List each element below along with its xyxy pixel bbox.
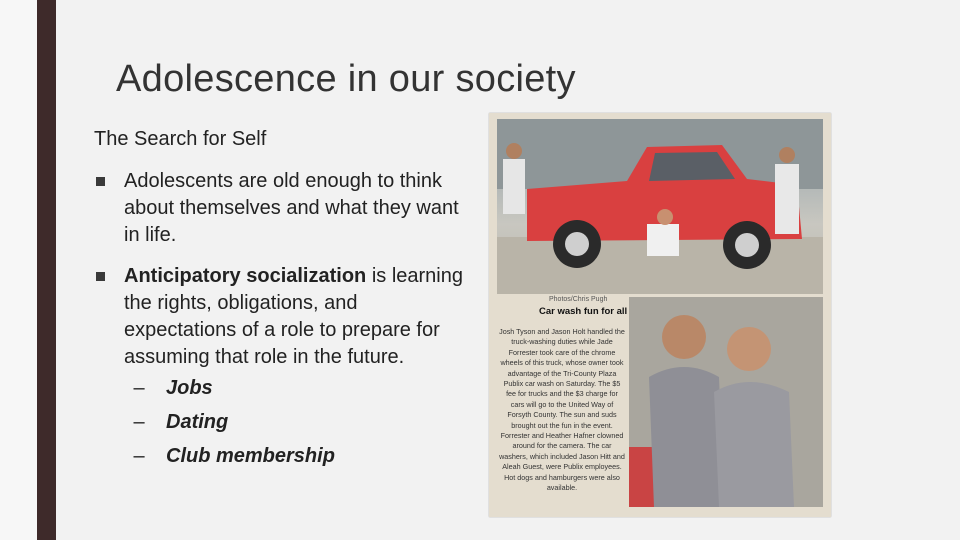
photo-credit: Photos/Chris Pugh [549, 296, 608, 303]
slide-subtitle: The Search for Self [94, 128, 267, 150]
dash-marker: – [133, 377, 145, 399]
car-wash-photo [497, 119, 823, 294]
square-bullet-icon [96, 177, 105, 186]
dash-marker: – [133, 445, 145, 467]
sub-item-label: Club membership [166, 445, 335, 467]
caption-body: Josh Tyson and Jason Holt handled the truck-washing duties while Jade Forrester took care of the chrome wheels of this truck, whose owner took advantage of the Tri-County Plaza Publix car wash on Saturday. The $5 fee for trucks and the $3 charge for cars will go to the United Way of Forsyth County. The sun and suds brought out the fun in the event. Forrester and Heather Hafner clowned around for the camera. The car washers, which included Jason Hitt and Aleah Guest, were Publix employees. Hot dogs and hamburgers were also available. [499, 327, 625, 493]
sub-item-label: Jobs [166, 377, 213, 399]
accent-bar [37, 0, 56, 540]
caption-headline: Car wash fun for all [539, 306, 628, 317]
sub-list [124, 371, 464, 473]
bullet-list [94, 168, 464, 487]
bullet-term: Anticipatory socialization [124, 265, 367, 287]
square-bullet-icon [96, 272, 105, 281]
bullet-item [94, 168, 464, 249]
sub-item-label: Dating [166, 411, 229, 433]
sub-item [124, 371, 464, 405]
sub-item [124, 439, 464, 473]
bullet-item [94, 263, 464, 473]
girls-photo-illustration [629, 297, 823, 507]
truck-photo-illustration [497, 119, 823, 294]
girls-photo [629, 297, 823, 507]
bullet-text: Adolescents are old enough to think about themselves and what they want in life. [124, 170, 459, 246]
slide-left-margin [0, 0, 37, 540]
bullet-text: is learning the rights, obligations, and expectations of a role to prepare for assuming that role in the future. [124, 265, 463, 368]
sub-item [124, 405, 464, 439]
dash-marker: – [133, 411, 145, 433]
newspaper-clipping [489, 113, 831, 517]
slide-title: Adolescence in our society [116, 58, 576, 100]
